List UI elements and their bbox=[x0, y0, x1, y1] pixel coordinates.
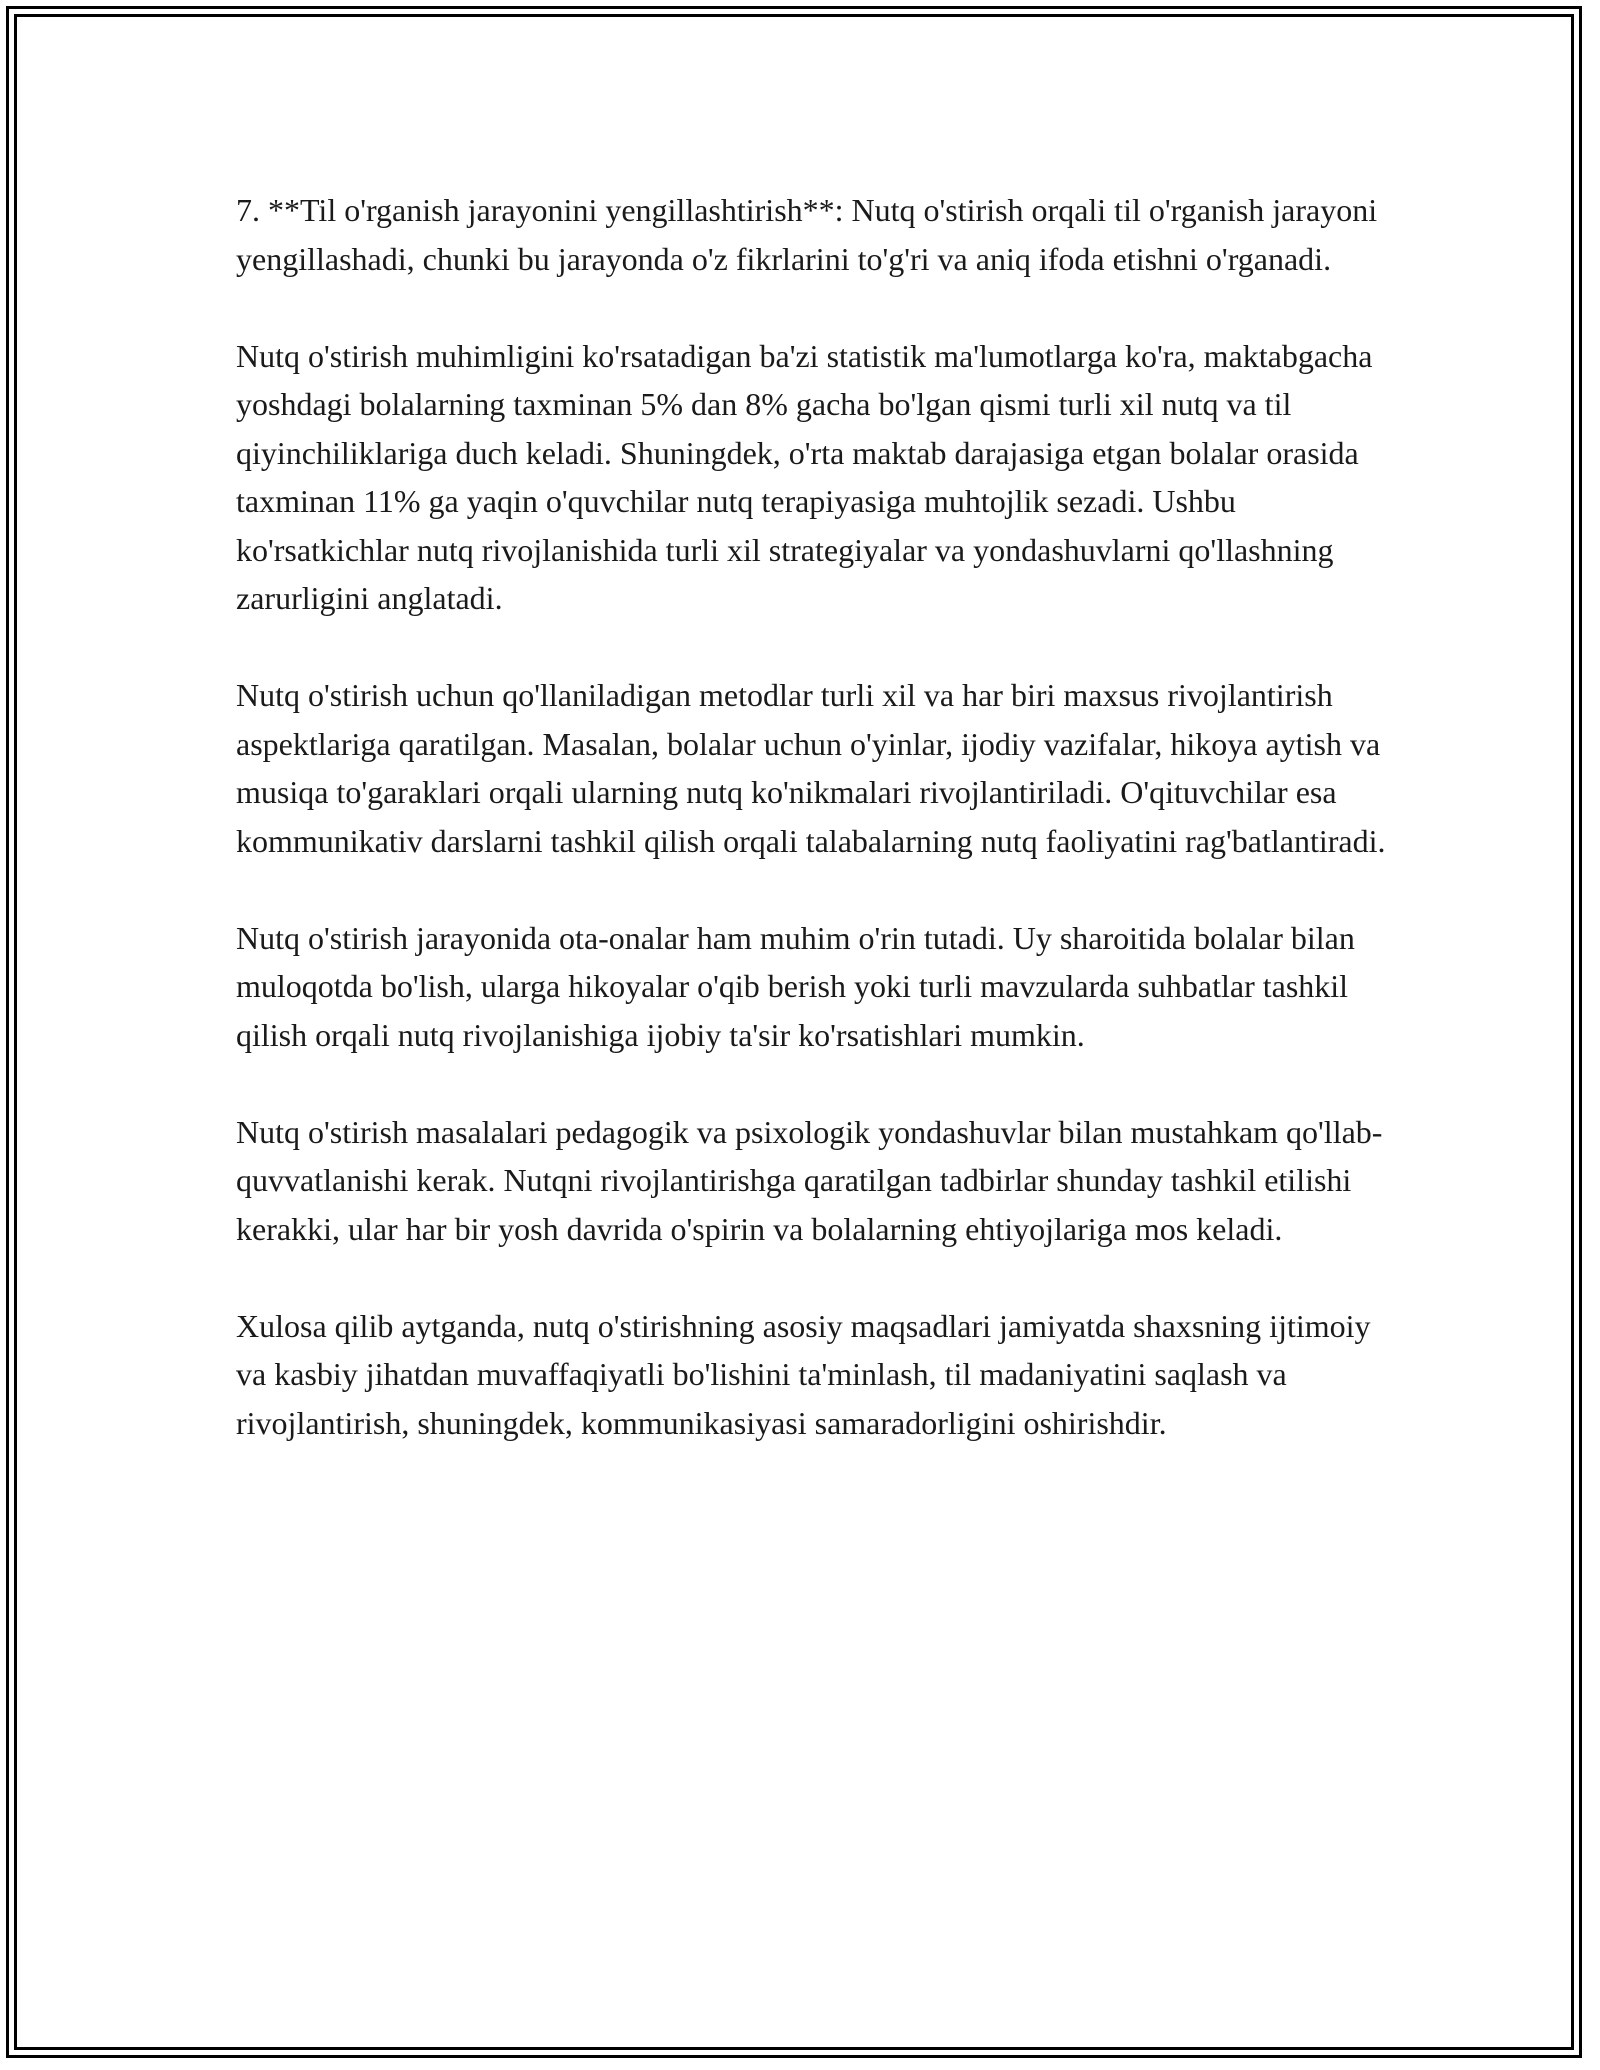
paragraph-parents-role: Nutq o'stirish jarayonida ota-onalar ham muhim o'rin tutadi. Uy sharoitida bolalar bilan muloqotda bo'lish, ularga hikoyalar o'qib berish yoki turli mavzularda suhbatlar tashkil qilish orqali nutq rivojlanishiga ijobiy ta'sir ko'rsatishlari mumkin. bbox=[236, 919, 1355, 1053]
paragraph-language-learning: 7. **Til o'rganish jarayonini yengillashtirish**: Nutq o'stirish orqali til o'rganish jarayoni yengillashadi, chunki bu jarayonda o'z fikrlarini to'g'ri va aniq ifoda etishni o'rganadi. bbox=[236, 192, 1378, 277]
document-body bbox=[236, 186, 1386, 1496]
paragraph-methods: Nutq o'stirish uchun qo'llaniladigan metodlar turli xil va har biri maxsus rivojlantirish aspektlariga qaratilgan. Masalan, bolalar uchun o'yinlar, ijodiy vazifalar, hikoya aytish va musiqa to'garaklari orqali ularning nutq ko'nikmalari rivojlantiriladi. O'qituvchilar esa kommunikativ darslarni tashkil qilish orqali talabalarning nutq faoliyatini rag'batlantiradi. bbox=[236, 677, 1386, 859]
paragraph-conclusion: Xulosa qilib aytganda, nutq o'stirishning asosiy maqsadlari jamiyatda shaxsning ijtimoiy va kasbiy jihatdan muvaffaqiyatli bo'lishini ta'minlash, til madaniyatini saqlash va rivojlantirish, shuningdek, kommunikasiyasi samaradorligini oshirishdir. bbox=[236, 1307, 1371, 1441]
paragraph-statistics: Nutq o'stirish muhimligini ko'rsatadigan ba'zi statistik ma'lumotlarga ko'ra, maktabgacha yoshdagi bolalarning taxminan 5% dan 8% gacha bo'lgan qismi turli xil nutq va til qiyinchiliklariga duch keladi. Shuningdek, o'rta maktab darajasiga etgan bolalar orasida taxminan 11% ga yaqin o'quvchilar nutq terapiyasiga muhtojlik sezadi. Ushbu ko'rsatkichlar nutq rivojlanishida turli xil strategiyalar va yondashuvlarni qo'llashning zarurligini anglatadi. bbox=[236, 337, 1373, 616]
paragraph-pedagogical-approaches: Nutq o'stirish masalalari pedagogik va psixologik yondashuvlar bilan mustahkam qo'llab-quvvatlanishi kerak. Nutqni rivojlantirishga qaratilgan tadbirlar shunday tashkil etilishi kerakki, ular har bir yosh davrida o'spirin va bolalarning ehtiyojlariga mos keladi. bbox=[236, 1113, 1383, 1247]
